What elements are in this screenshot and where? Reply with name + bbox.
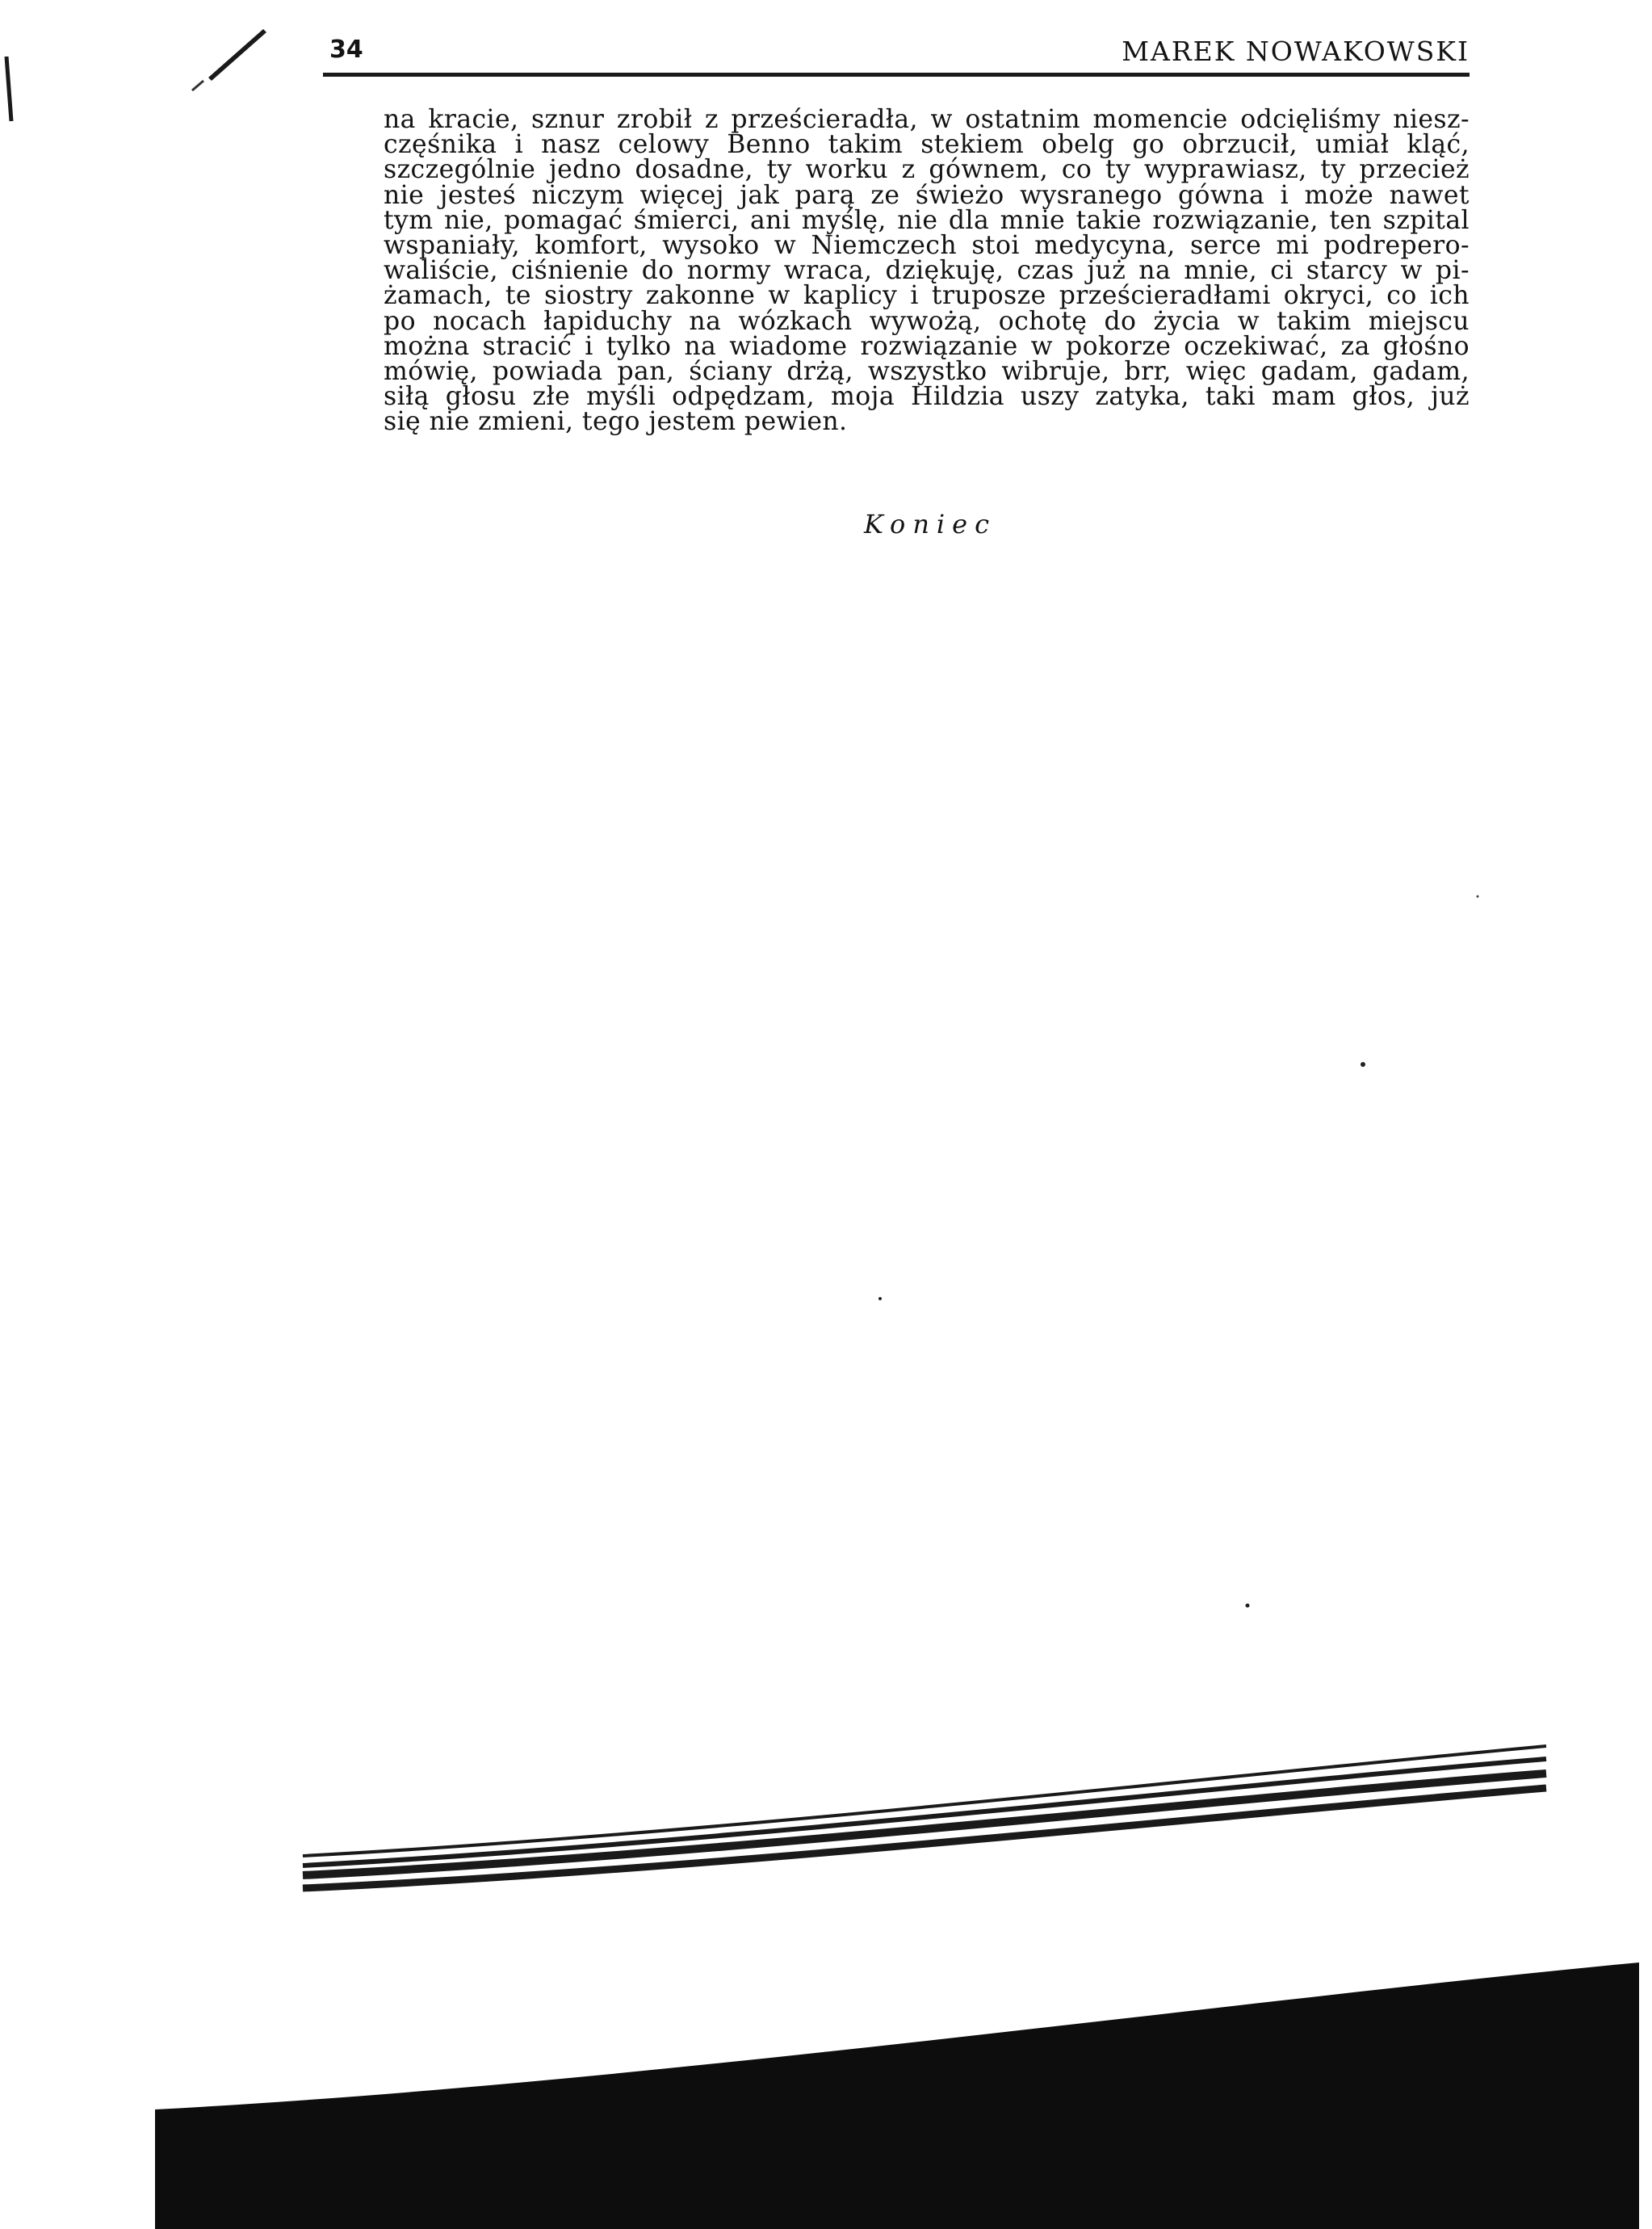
text-line: na kracie, sznur zrobił z prześcieradła, w ostatnim momencie odcięliśmy niesz- [384,105,1470,134]
text-line: po nocach łapiduchy na wózkach wywożą, ochotę do życia w takim miejscu [384,306,1470,336]
text-line: żamach, te siostry zakonne w kaplicy i truposze prześcieradłami okryci, co ich [384,281,1470,311]
scan-band [303,1774,1546,1875]
pen-mark-tick [192,81,203,90]
text-line: częśnika i nasz celowy Benno takim stekiem obelg go obrzucił, umiał kląć, [384,130,1470,160]
text-line: można stracić i tylko na wiadome rozwiązanie w pokorze oczekiwać, za głośno [384,331,1470,361]
text-line: nie jesteś niczym więcej jak parą ze świeżo wysranego gówna i może nawet [384,180,1470,210]
text-line: siłą głosu złe myśli odpędzam, moja Hildzia uszy zatyka, taki mam głos, już [384,382,1470,412]
speck [1361,1062,1365,1067]
speck [1246,1604,1250,1608]
ending-word: Koniec [864,509,997,539]
page-number: 34 [329,36,363,64]
speck [878,1297,882,1300]
text-line: waliście, ciśnienie do normy wraca, dziękuję, czas już na mnie, ci starcy w pi- [384,256,1470,286]
text-line: wspaniały, komfort, wysoko w Niemczech stoi medycyna, serce mi podrepero- [384,231,1470,261]
edge-mark [6,57,11,121]
running-head-author: MAREK NOWAKOWSKI [1122,36,1470,67]
text-line: szczególnie jedno dosadne, ty worku z gównem, co ty wyprawiasz, ty przecież [384,155,1470,185]
scan-shadow [155,1962,1639,2229]
scan-band [303,1788,1546,1888]
scan-band [303,1759,1546,1866]
pen-mark-slash [208,29,266,81]
speck [1477,896,1479,898]
text-line: tym nie, pomagać śmierci, ani myślę, nie dla mnie takie rozwiązanie, ten szpital [384,205,1470,235]
text-line: mówię, powiada pan, ściany drżą, wszystko wibruje, brr, więc gadam, gadam, [384,357,1470,387]
text-line: się nie zmieni, tego jestem pewien. [384,407,848,437]
